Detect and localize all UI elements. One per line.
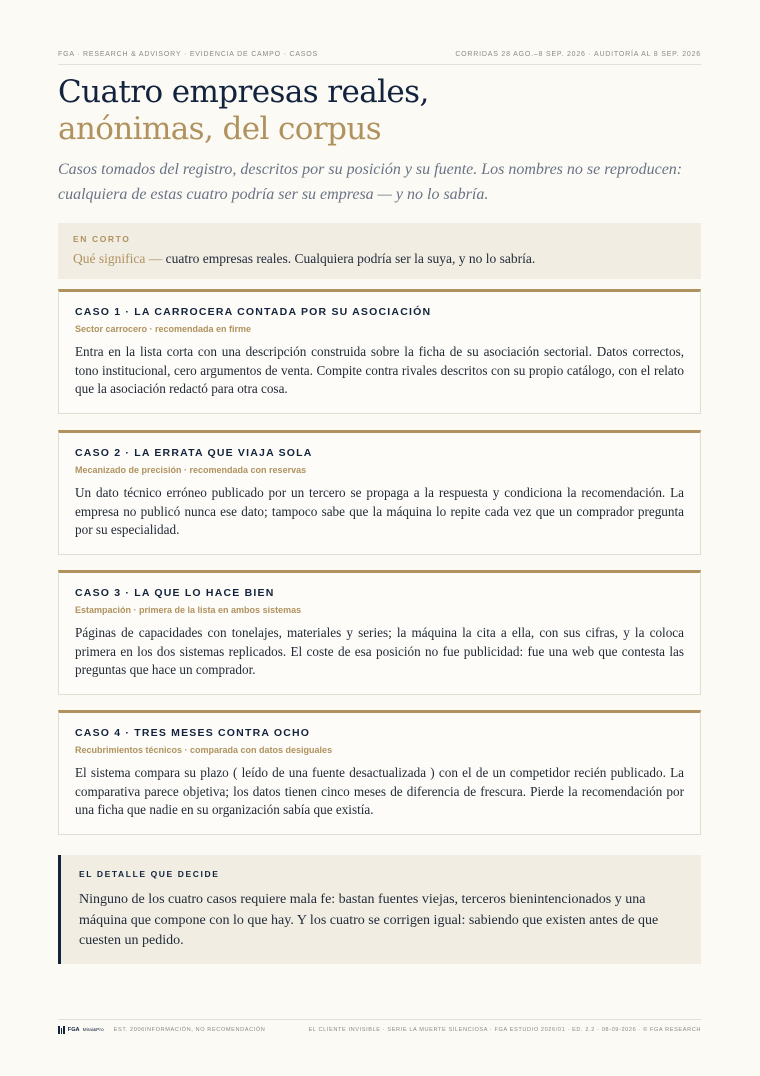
case-text: Entra en la lista corta con una descripción construida sobre la ficha de su asociación sectorial. Datos correctos, tono institucional, cero argumentos de venta. Compite contra rivales descritos con su propio catálogo, con el relato que la asociación redactó para otra cosa. bbox=[75, 344, 684, 396]
case-text: El sistema compara su plazo ( leído de una fuente desactualizada ) con el de un competidor recién publicado. La comparativa parece objetiva; los datos tienen cinco meses de diferencia de frescura. Pierde la recomendación por una ficha que nadie en su organización sabía que existía. bbox=[75, 765, 684, 817]
case-subtitle: Sector carrocero · recomendada en firme bbox=[75, 324, 252, 334]
case-card-1 bbox=[58, 289, 701, 414]
detail-tag: EL DETALLE QUE DECIDE bbox=[79, 869, 220, 879]
summary-body bbox=[73, 250, 686, 268]
case-title: CASO 1 · LA CARROCERA CONTADA POR SU ASOCIACIÓN bbox=[75, 306, 432, 318]
summary-text: cuatro empresas reales. Cualquiera podría ser la suya, y no lo sabría. bbox=[162, 251, 536, 266]
logo-sub: Mirai&Pro bbox=[82, 1027, 104, 1033]
footer-center: INFORMACIÓN, NO RECOMENDACIÓN bbox=[144, 1027, 266, 1033]
case-title: CASO 3 · LA QUE LO HACE BIEN bbox=[75, 587, 275, 599]
fga-logo bbox=[58, 1026, 104, 1034]
page-title bbox=[58, 74, 701, 148]
summary-tag: EN CORTO bbox=[73, 234, 131, 244]
case-text: Páginas de capacidades con tonelajes, materiales y series; la máquina la cita a ella, con sus cifras, y la coloca primera en los dos sistemas replicados. El coste de esa posición no fue publicidad: fue una web que contesta las preguntas que hace un comprador. bbox=[75, 625, 684, 677]
case-card-4 bbox=[58, 710, 701, 835]
title-line-1: Cuatro empresas reales, bbox=[58, 74, 429, 110]
top-bar bbox=[58, 51, 701, 65]
footer-right: EL CLIENTE INVISIBLE · SERIE LA MUERTE SILENCIOSA · FGA ESTUDIO 2026/01 · ED. 2.2 · 08-09-2026 · © FGA RESEARCH bbox=[308, 1027, 701, 1033]
case-card-3 bbox=[58, 570, 701, 695]
logo-bars-icon bbox=[58, 1026, 66, 1034]
header-right: CORRIDAS 28 AGO.–8 SEP. 2026 · AUDITORÍA AL 8 SEP. 2026 bbox=[455, 51, 701, 58]
logo-text: FGA bbox=[67, 1027, 80, 1033]
case-subtitle: Estampación · primera de la lista en ambos sistemas bbox=[75, 605, 302, 615]
case-subtitle: Recubrimientos técnicos · comparada con datos desiguales bbox=[75, 745, 333, 755]
footer-left: EST. 2006 bbox=[113, 1027, 145, 1033]
detail-text: Ninguno de los cuatro casos requiere mala fe: bastan fuentes viejas, terceros bienintencionados y una máquina que compone con lo que hay. Y los cuatro se corrigen igual: sabiendo que existen antes de que cuesten un pedido. bbox=[79, 892, 659, 948]
case-text: Un dato técnico erróneo publicado por un tercero se propaga a la respuesta y condiciona la recomendación. La empresa no publicó nunca ese dato; tampoco sabe que la máquina lo repite cada vez que un comprador pregunta por su especialidad. bbox=[75, 485, 684, 537]
summary-lead: Qué significa — bbox=[73, 251, 163, 266]
lede: Casos tomados del registro, descritos por su posición y su fuente. Los nombres no se reproducen: cualquiera de estas cuatro podría ser su empresa — y no lo sabría. bbox=[58, 161, 683, 203]
detail-box bbox=[58, 855, 701, 964]
case-card-2 bbox=[58, 430, 701, 555]
footer bbox=[58, 1019, 701, 1034]
case-subtitle: Mecanizado de precisión · recomendada con reservas bbox=[75, 465, 307, 475]
summary-box bbox=[58, 223, 701, 279]
case-title: CASO 4 · TRES MESES CONTRA OCHO bbox=[75, 727, 311, 739]
header-left: FGA · RESEARCH & ADVISORY · EVIDENCIA DE CAMPO · CASOS bbox=[58, 51, 318, 58]
title-line-2: anónimas, del corpus bbox=[58, 111, 382, 147]
case-title: CASO 2 · LA ERRATA QUE VIAJA SOLA bbox=[75, 447, 313, 459]
